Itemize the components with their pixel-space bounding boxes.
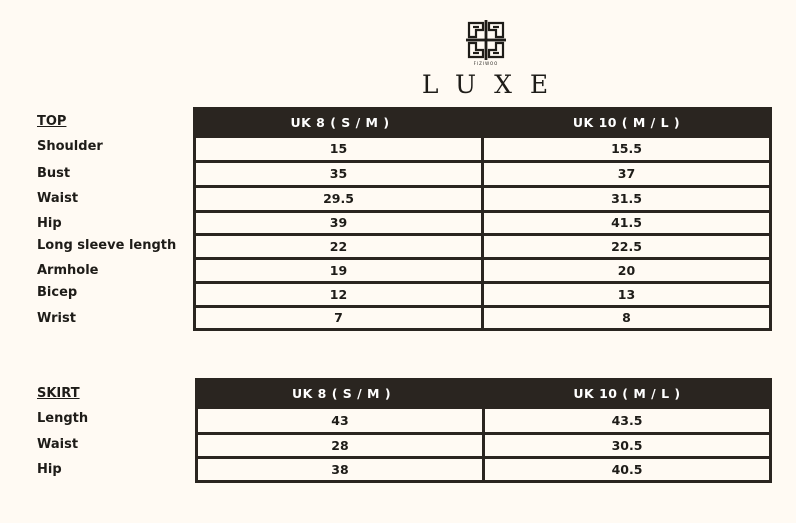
table-cell: 39 bbox=[196, 213, 481, 233]
top-row-label: Wrist bbox=[37, 311, 76, 326]
table-cell: 31.5 bbox=[484, 188, 769, 210]
top-row-label: Bust bbox=[37, 166, 71, 181]
table-cell: 7 bbox=[196, 308, 481, 328]
top-column-header: UK 10 ( M / L ) bbox=[572, 115, 681, 130]
table-cell: 40.5 bbox=[485, 459, 769, 480]
top-row-label: Bicep bbox=[37, 285, 78, 300]
table-cell: 22.5 bbox=[484, 236, 769, 257]
table-cell: 19 bbox=[196, 260, 481, 281]
table-cell: 28 bbox=[198, 435, 482, 456]
fiziwoo-logo-icon bbox=[466, 20, 506, 60]
table-cell: 30.5 bbox=[485, 435, 769, 456]
top-row-label: Hip bbox=[37, 216, 62, 231]
skirt-column-header: UK 8 ( S / M ) bbox=[291, 386, 392, 401]
top-row-label: Waist bbox=[37, 191, 79, 206]
skirt-column-header: UK 10 ( M / L ) bbox=[573, 386, 681, 401]
top-size-table bbox=[193, 107, 772, 331]
table-cell: 13 bbox=[484, 284, 769, 305]
table-cell: 29.5 bbox=[196, 188, 481, 210]
table-cell: 15.5 bbox=[484, 138, 769, 160]
table-cell: 22 bbox=[196, 236, 481, 257]
top-column-header: UK 8 ( S / M ) bbox=[290, 115, 390, 130]
table-cell: 37 bbox=[484, 163, 769, 185]
table-cell: 35 bbox=[196, 163, 481, 185]
table-cell: 43 bbox=[198, 409, 482, 432]
table-cell: 15 bbox=[196, 138, 481, 160]
table-cell: 20 bbox=[484, 260, 769, 281]
skirt-row-label: Hip bbox=[37, 462, 62, 477]
logo-caption: FIZIWOO bbox=[473, 61, 499, 66]
table-cell: 8 bbox=[484, 308, 769, 328]
table-cell: 41.5 bbox=[484, 213, 769, 233]
skirt-row-label: Waist bbox=[37, 437, 79, 452]
top-row-label: Armhole bbox=[37, 263, 99, 278]
table-cell: 43.5 bbox=[485, 409, 769, 432]
table-cell: 38 bbox=[198, 459, 482, 480]
top-section-label: TOP bbox=[37, 114, 67, 129]
skirt-row-label: Length bbox=[37, 411, 89, 426]
top-row-label: Long sleeve length bbox=[37, 238, 177, 253]
brand-name: LUXE bbox=[421, 70, 567, 99]
table-cell: 12 bbox=[196, 284, 481, 305]
skirt-size-table bbox=[195, 378, 772, 483]
top-row-label: Shoulder bbox=[37, 139, 103, 154]
skirt-section-label: SKIRT bbox=[37, 386, 80, 401]
